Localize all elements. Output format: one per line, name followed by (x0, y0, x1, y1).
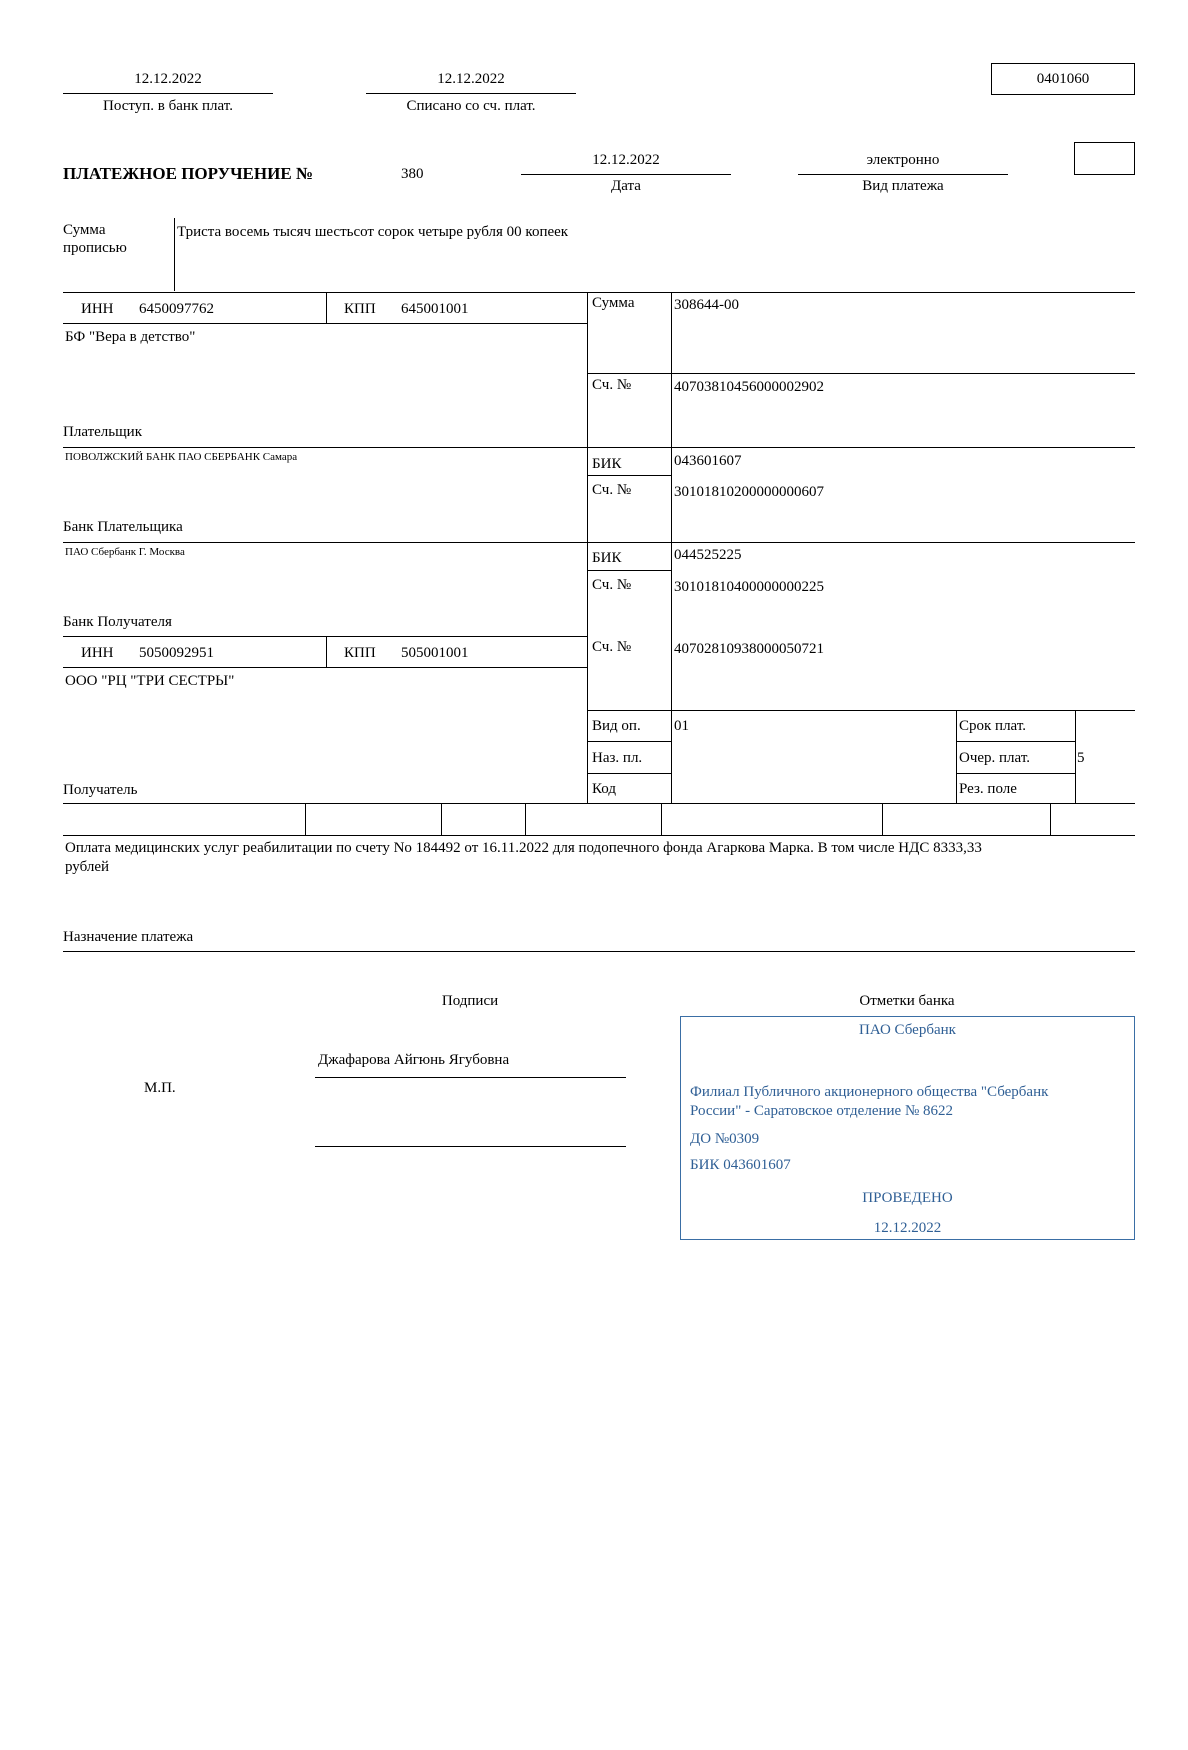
form-code: 0401060 (1036, 71, 1090, 87)
stamp-branch-2: России" - Саратовское отделение № 8622 (690, 1103, 954, 1119)
codes-line-2b (956, 773, 1075, 774)
payee-inn-label: ИНН (81, 645, 114, 661)
payer-inn: 6450097762 (139, 301, 214, 317)
tax-cell-4 (661, 803, 662, 835)
grid-line-tax-bottom (63, 835, 1135, 836)
payment-type-underline (798, 174, 1008, 175)
payee-kpp-label: КПП (344, 645, 376, 661)
payer-inn-kpp-divider (326, 292, 327, 323)
purpose-text-1: Оплата медицинских услуг реабилитации по счету No 184492 от 16.11.2022 для подопечного фонда Агаркова Марка. В том числе НДС 8333,33 (65, 840, 982, 856)
purpose-code-label: Наз. пл. (592, 750, 643, 766)
priority-value: 5 (1077, 750, 1085, 766)
payer-bank-row-line (63, 542, 1135, 543)
grid-line-top (63, 292, 1135, 293)
bank-stamp (680, 1016, 1135, 1240)
codes-vline-values (1075, 710, 1076, 803)
debited-date: 12.12.2022 (437, 71, 505, 87)
debited-date-label: Списано со сч. плат. (406, 98, 536, 114)
payee-inn-kpp-divider (326, 636, 327, 667)
order-date: 12.12.2022 (592, 152, 660, 168)
payer-bank-bik: 043601607 (674, 453, 742, 469)
payer-label: Плательщик (63, 424, 142, 440)
payer-bank-bik-label: БИК (592, 456, 622, 472)
page-title: ПЛАТЕЖНОЕ ПОРУЧЕНИЕ № (63, 164, 314, 183)
received-date: 12.12.2022 (134, 71, 202, 87)
payee-bank-bik-line (587, 570, 671, 571)
codes-line-1b (956, 741, 1075, 742)
payee-name: ООО "РЦ "ТРИ СЕСТРЫ" (65, 673, 235, 689)
order-number: 380 (401, 166, 424, 182)
payment-type-label: Вид платежа (862, 178, 944, 194)
seal-label: М.П. (144, 1080, 176, 1096)
tax-cell-1 (305, 803, 306, 835)
op-type: 01 (674, 718, 689, 734)
payer-inn-label: ИНН (81, 301, 114, 317)
code-label: Код (592, 781, 616, 797)
payee-account-label: Сч. № (592, 639, 632, 655)
tax-cell-2 (441, 803, 442, 835)
tax-cell-3 (525, 803, 526, 835)
grid-vline-left-block (587, 292, 588, 803)
stamp-bank-name: ПАО Сбербанк (859, 1022, 956, 1038)
payer-name: БФ "Вера в детство" (65, 329, 196, 345)
order-date-underline (521, 174, 731, 175)
signature-line-1 (315, 1077, 626, 1078)
empty-code-box (1074, 142, 1135, 175)
codes-top-line (587, 710, 1135, 711)
order-date-label: Дата (611, 178, 641, 194)
payee-inn-row-line (63, 667, 587, 668)
payee-label: Получатель (63, 782, 138, 798)
tax-cell-6 (1050, 803, 1051, 835)
payee-bank-bik: 044525225 (674, 547, 742, 563)
payee-bank-name: ПАО Сбербанк Г. Москва (65, 546, 185, 558)
purpose-underline (63, 951, 1135, 952)
priority-label: Очер. плат. (959, 750, 1030, 766)
sum-value: 308644-00 (674, 297, 739, 313)
payee-kpp: 505001001 (401, 645, 469, 661)
payer-kpp-label: КПП (344, 301, 376, 317)
payer-bank-account-label: Сч. № (592, 482, 632, 498)
amount-words-label-1: Сумма (63, 222, 106, 238)
payer-bank-bik-line (587, 475, 671, 476)
payment-type: электронно (866, 152, 940, 168)
amount-words-label-2: прописью (63, 240, 127, 256)
stamp-bik: БИК 043601607 (690, 1157, 791, 1173)
stamp-date: 12.12.2022 (873, 1220, 942, 1236)
payer-bank-account: 30101810200000000607 (674, 484, 824, 500)
stamp-office: ДО №0309 (690, 1131, 760, 1147)
sum-row-line (587, 373, 1135, 374)
payee-account: 40702810938000050721 (674, 641, 824, 657)
signature-line-2 (315, 1146, 626, 1147)
payee-bank-row-line-left (63, 636, 587, 637)
grid-line-tax-top (63, 803, 1135, 804)
bank-marks-label: Отметки банка (859, 993, 955, 1009)
grid-vline-value-col (671, 292, 672, 803)
payee-bank-label: Банк Получателя (63, 614, 172, 630)
purpose-label: Назначение платежа (63, 929, 194, 945)
payer-inn-row-line (63, 323, 587, 324)
payer-kpp: 645001001 (401, 301, 469, 317)
reserve-label: Рез. поле (959, 781, 1017, 797)
payer-account: 40703810456000002902 (674, 379, 824, 395)
codes-line-2a (587, 773, 671, 774)
payee-bank-account-label: Сч. № (592, 577, 632, 593)
received-date-label: Поступ. в банк плат. (103, 98, 233, 114)
amount-words-divider (174, 218, 175, 291)
stamp-status: ПРОВЕДЕНО (862, 1190, 953, 1206)
payer-bank-label: Банк Плательщика (63, 519, 183, 535)
stamp-branch-1: Филиал Публичного акционерного общества "Сбербанк (690, 1084, 1049, 1100)
payee-bank-account: 30101810400000000225 (674, 579, 824, 595)
signer-name: Джафарова Айгюнь Ягубовна (318, 1052, 510, 1068)
signatures-label: Подписи (441, 993, 499, 1009)
debited-date-underline (366, 93, 576, 94)
payee-inn: 5050092951 (139, 645, 214, 661)
op-type-label: Вид оп. (592, 718, 641, 734)
amount-words-value: Триста восемь тысяч шестьсот сорок четыре рубля 00 копеек (177, 224, 569, 240)
payee-bank-bik-label: БИК (592, 550, 622, 566)
sum-label: Сумма (592, 295, 635, 311)
payer-account-label: Сч. № (592, 377, 632, 393)
purpose-text-2: рублей (65, 859, 110, 875)
received-date-underline (63, 93, 273, 94)
term-label: Срок плат. (959, 718, 1027, 734)
payer-bank-name: ПОВОЛЖСКИЙ БАНК ПАО СБЕРБАНК Самара (65, 451, 298, 463)
codes-line-1a (587, 741, 671, 742)
tax-cell-5 (882, 803, 883, 835)
codes-vline-labels (956, 710, 957, 803)
payer-row-line (63, 447, 1135, 448)
